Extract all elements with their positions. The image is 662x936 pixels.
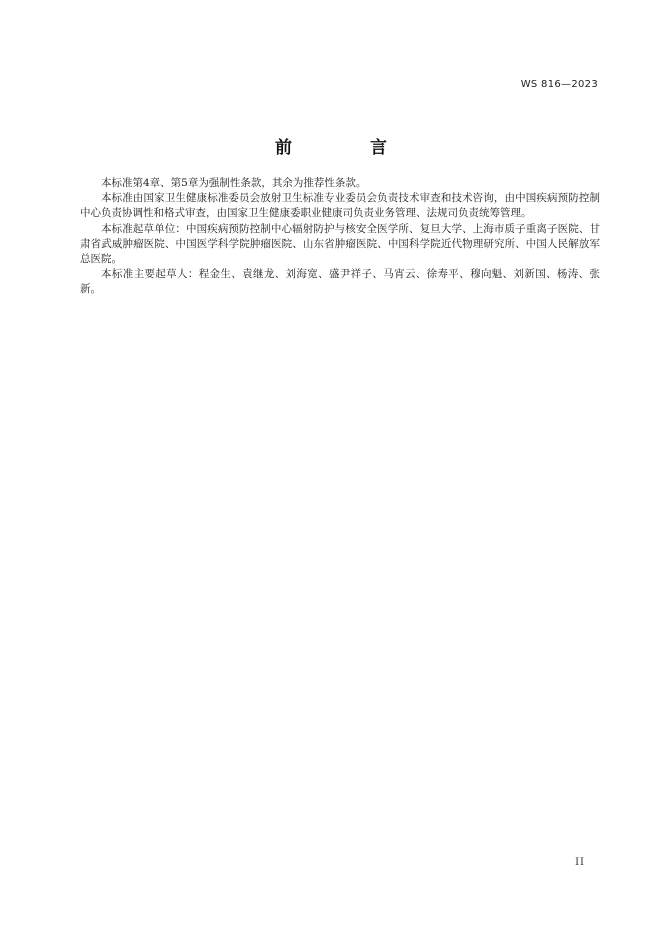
paragraph-clauses: 本标准第4章、第5章为强制性条款，其余为推荐性条款。 (101, 177, 367, 189)
page-number: II (575, 857, 585, 868)
paragraph-drafters: 本标准主要起草人：程金生、袁继龙、刘海宽、盛尹祥子、马宵云、徐寿平、穆向魁、刘新国、杨涛、张新。 (80, 268, 600, 296)
paragraph-responsibility: 本标准由国家卫生健康标准委员会放射卫生标准专业委员会负责技术审查和技术咨询，由中国疾病预防控制中心负责协调性和格式审查，由国家卫生健康委职业健康司负责业务管理、法规司负责统筹管理。 (80, 192, 600, 220)
standard-code: WS 816—2023 (520, 79, 598, 90)
page-title: 前 言 (275, 138, 423, 158)
paragraph-drafting-units: 本标准起草单位：中国疾病预防控制中心辐射防护与核安全医学所、复旦大学、上海市质子重离子医院、甘肃省武威肿瘤医院、中国医学科学院肿瘤医院、山东省肿瘤医院、中国科学院近代物理研究所、中国人民解放军总医院。 (80, 222, 600, 266)
foreword-body (80, 176, 600, 298)
